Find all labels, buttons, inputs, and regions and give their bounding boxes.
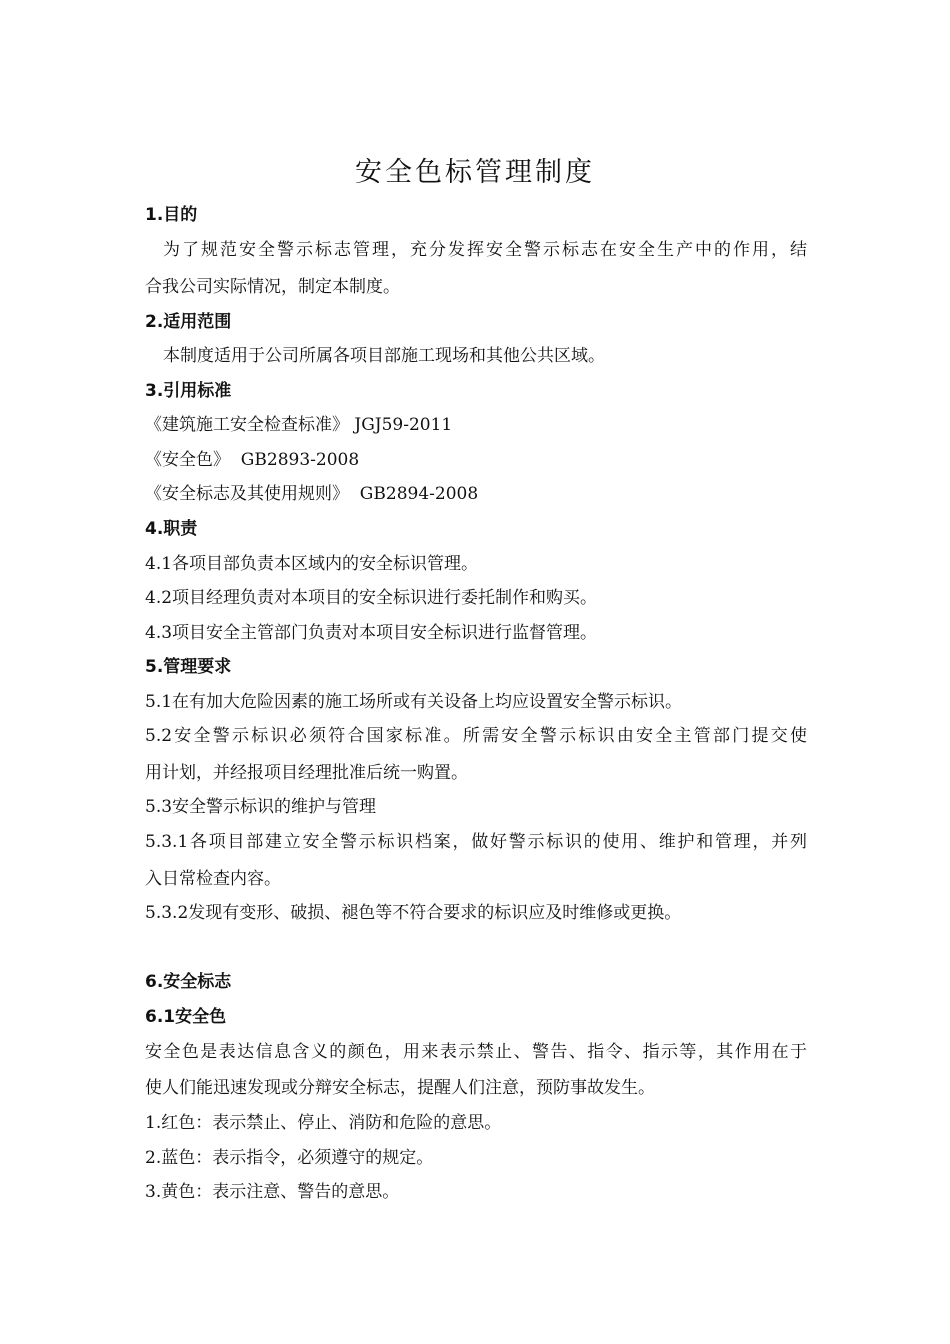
section-heading-references: 3.引用标准 <box>145 381 232 401</box>
requirement-item-5-2-line-1: 5.2安全警示标识必须符合国家标准。所需安全警示标识由安全主管部门提交使 <box>145 726 807 746</box>
reference-item: 《安全色》 GB2893-2008 <box>145 450 360 470</box>
section-heading-requirements: 5.管理要求 <box>145 657 232 677</box>
paragraph-safety-color-line-1: 安全色是表达信息含义的颜色，用来表示禁止、警告、指令、指示等，其作用在于 <box>145 1042 807 1062</box>
requirement-item-5-3-1-line-1: 5.3.1各项目部建立安全警示标识档案，做好警示标识的使用、维护和管理，并列 <box>145 832 807 852</box>
color-item-blue: 2.蓝色：表示指令，必须遵守的规定。 <box>145 1148 434 1168</box>
paragraph-purpose-line-2: 合我公司实际情况，制定本制度。 <box>145 277 400 297</box>
paragraph-purpose-line-1: 为了规范安全警示标志管理，充分发挥安全警示标志在安全生产中的作用，结 <box>163 240 807 260</box>
reference-item: 《安全标志及其使用规则》 GB2894-2008 <box>145 484 479 504</box>
color-item-red: 1.红色：表示禁止、停止、消防和危险的意思。 <box>145 1113 502 1133</box>
reference-item: 《建筑施工安全检查标准》 JGJ59-2011 <box>145 415 453 435</box>
paragraph-safety-color-line-2: 使人们能迅速发现或分辩安全标志，提醒人们注意，预防事故发生。 <box>145 1078 655 1098</box>
requirement-item-5-1: 5.1在有加大危险因素的施工场所或有关设备上均应设置安全警示标识。 <box>145 692 683 712</box>
section-heading-safety-signs: 6.安全标志 <box>145 972 232 992</box>
section-heading-scope: 2.适用范围 <box>145 312 232 332</box>
section-heading-responsibilities: 4.职责 <box>145 519 198 539</box>
requirement-item-5-3: 5.3安全警示标识的维护与管理 <box>145 797 377 817</box>
paragraph-scope: 本制度适用于公司所属各项目部施工现场和其他公共区域。 <box>163 346 605 366</box>
subsection-heading-safety-color: 6.1安全色 <box>145 1007 227 1027</box>
document-title: 安全色标管理制度 <box>355 157 595 188</box>
section-heading-purpose: 1.目的 <box>145 205 198 225</box>
responsibility-item: 4.1各项目部负责本区域内的安全标识管理。 <box>145 554 479 574</box>
requirement-item-5-2-line-2: 用计划，并经报项目经理批准后统一购置。 <box>145 763 468 783</box>
responsibility-item: 4.2项目经理负责对本项目的安全标识进行委托制作和购买。 <box>145 588 598 608</box>
responsibility-item: 4.3项目安全主管部门负责对本项目安全标识进行监督管理。 <box>145 623 598 643</box>
requirement-item-5-3-1-line-2: 入日常检查内容。 <box>145 869 281 889</box>
requirement-item-5-3-2: 5.3.2发现有变形、破损、褪色等不符合要求的标识应及时维修或更换。 <box>145 903 682 923</box>
color-item-yellow: 3.黄色：表示注意、警告的意思。 <box>145 1182 400 1202</box>
